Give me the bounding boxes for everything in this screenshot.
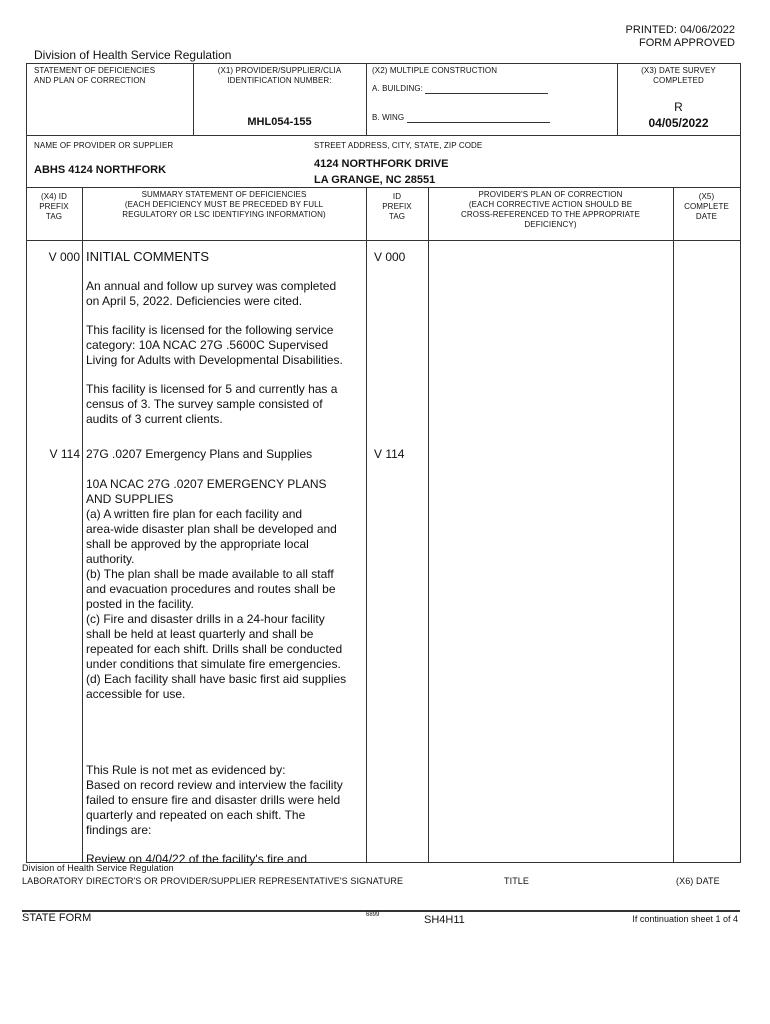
x3-label: (X3) DATE SURVEY COMPLETED	[641, 66, 716, 85]
wing-field	[407, 122, 550, 123]
division-title: Division of Health Service Regulation	[34, 48, 232, 62]
id-tag-v114: V 114	[374, 447, 405, 461]
v114-para-2: This Rule is not met as evidenced by: Based on record review and interview the facility failed to ensure fire and disaster drills were held quarterly and repeated on each shift. The findings are:	[86, 763, 343, 837]
v114-para-3: Review on 4/04/22 of the facility's fire and	[86, 852, 308, 866]
wing-label: B. WING	[372, 113, 405, 122]
tag-v000: V 000	[48, 250, 80, 264]
x2-label: (X2) MULTIPLE CONSTRUCTION	[372, 66, 498, 75]
provider-name: ABHS 4124 NORTHFORK	[34, 164, 167, 176]
footer-division: Division of Health Service Regulation	[22, 863, 174, 873]
form-number: 6899	[366, 912, 380, 918]
col-id-header: ID PREFIX TAG	[382, 192, 412, 221]
statement-label: STATEMENT OF DEFICIENCIES AND PLAN OF CORRECTION	[34, 66, 156, 85]
signature-label: LABORATORY DIRECTOR'S OR PROVIDER/SUPPLIER REPRESENTATIVE'S SIGNATURE	[22, 876, 404, 886]
address-line2: LA GRANGE, NC 28551	[314, 174, 436, 186]
printed-date: PRINTED: 04/06/2022	[625, 24, 735, 36]
col-x5-header: (X5) COMPLETE DATE	[684, 192, 729, 221]
continuation-sheet: If continuation sheet 1 of 4	[632, 914, 738, 924]
v114-title: 27G .0207 Emergency Plans and Supplies	[86, 447, 313, 461]
provider-id: MHL054-155	[247, 116, 312, 128]
id-tag-v000: V 000	[374, 250, 406, 264]
address-label: STREET ADDRESS, CITY, STATE, ZIP CODE	[314, 141, 483, 150]
x1-label: (X1) PROVIDER/SUPPLIER/CLIA IDENTIFICATION NUMBER:	[217, 66, 342, 85]
col-plan-header: PROVIDER'S PLAN OF CORRECTION (EACH CORRECTIVE ACTION SHOULD BE CROSS-REFERENCED TO THE APPROPRIATE DEFICIENCY)	[461, 190, 640, 229]
survey-type: R	[674, 100, 683, 114]
entry-v114	[86, 447, 364, 867]
v000-title: INITIAL COMMENTS	[86, 249, 210, 264]
v000-para-1: An annual and follow up survey was completed on April 5, 2022. Deficiencies were cited.	[86, 279, 337, 308]
v114-para-1: 10A NCAC 27G .0207 EMERGENCY PLANS AND SUPPLIES (a) A written fire plan for each facility and area-wide disaster plan shall be developed and shall be approved by the appropriate local authority. (b) The plan shall be made available to all staff and evacuation procedures and routes shall be posted in the facility. (c) Fire and disaster drills in a 24-hour facility shall be held at least quarterly and shall be repeated for each shift. Drills shall be conducted under conditions that simulate fire emergencies. (d) Each facility shall have basic first aid supplies accessible for use.	[86, 477, 347, 701]
form-approved: FORM APPROVED	[639, 37, 735, 49]
survey-date: 04/05/2022	[648, 116, 709, 130]
provider-name-label: NAME OF PROVIDER OR SUPPLIER	[34, 141, 174, 150]
state-form: STATE FORM	[22, 912, 92, 924]
date-label: (X6) DATE	[676, 876, 720, 886]
v000-para-3: This facility is licensed for 5 and currently has a census of 3. The survey sample consisted of audits of 3 current clients.	[86, 382, 338, 426]
building-field	[425, 93, 548, 94]
tag-v114: V 114	[49, 447, 80, 461]
v000-para-2: This facility is licensed for the following service category: 10A NCAC 27G .5600C Supervised Living for Adults with Developmental Disabilities.	[86, 323, 343, 367]
col-summary-header: SUMMARY STATEMENT OF DEFICIENCIES (EACH DEFICIENCY MUST BE PRECEDED BY FULL REGULATORY OR LSC IDENTIFYING INFORMATION)	[122, 190, 326, 219]
title-label: TITLE	[504, 876, 530, 886]
event-id: SH4H11	[424, 914, 465, 926]
address-line1: 4124 NORTHFORK DRIVE	[314, 158, 449, 170]
col-x4-header: (X4) ID PREFIX TAG	[39, 192, 69, 221]
entry-v000	[86, 249, 364, 441]
building-label: A. BUILDING:	[372, 84, 423, 93]
